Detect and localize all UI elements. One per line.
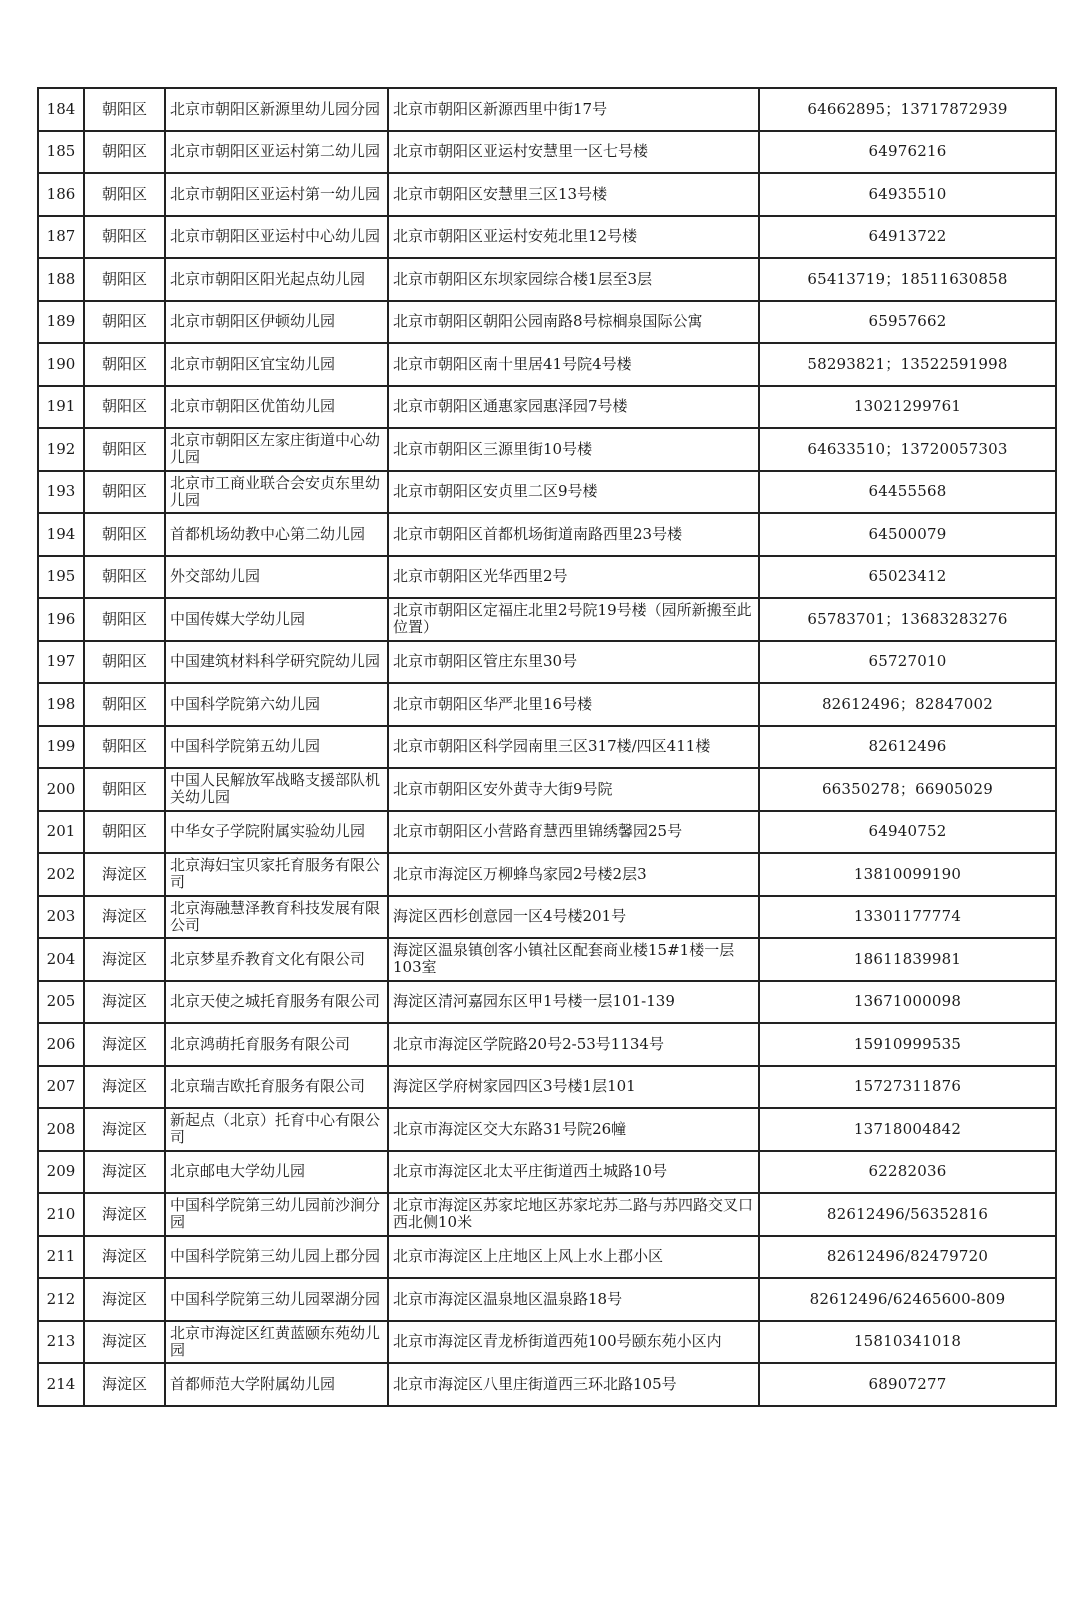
address-cell: 北京市海淀区万柳蜂鸟家园2号楼2层3 [388,853,759,896]
row-number-cell: 214 [38,1363,84,1406]
row-number-cell: 187 [38,216,84,259]
table-row [38,768,1056,811]
address-cell: 北京市朝阳区南十里居41号院4号楼 [388,343,759,386]
district-cell: 海淀区 [84,981,165,1024]
district-cell: 海淀区 [84,1278,165,1321]
institution-name-cell: 北京海融慧泽教育科技发展有限公司 [165,896,388,939]
district-cell: 海淀区 [84,1321,165,1364]
address-cell: 北京市朝阳区华严北里16号楼 [388,683,759,726]
row-number-cell: 212 [38,1278,84,1321]
phone-cell: 66350278；66905029 [759,768,1056,811]
district-cell: 海淀区 [84,1023,165,1066]
phone-cell: 82612496；82847002 [759,683,1056,726]
district-cell: 朝阳区 [84,216,165,259]
institution-name-cell: 北京鸿萌托育服务有限公司 [165,1023,388,1066]
institution-name-cell: 外交部幼儿园 [165,556,388,599]
row-number-cell: 200 [38,768,84,811]
district-cell: 朝阳区 [84,556,165,599]
phone-cell: 65413719；18511630858 [759,258,1056,301]
address-cell: 北京市朝阳区小营路育慧西里锦绣馨园25号 [388,811,759,854]
table-row [38,853,1056,896]
district-cell: 海淀区 [84,1108,165,1151]
table-row [38,641,1056,684]
row-number-cell: 206 [38,1023,84,1066]
table-row [38,598,1056,641]
row-number-cell: 211 [38,1236,84,1279]
district-cell: 朝阳区 [84,88,165,131]
district-cell: 海淀区 [84,1193,165,1236]
institution-name-cell: 中国科学院第三幼儿园翠湖分园 [165,1278,388,1321]
row-number-cell: 184 [38,88,84,131]
district-cell: 朝阳区 [84,428,165,471]
phone-cell: 64976216 [759,131,1056,174]
phone-cell: 82612496/56352816 [759,1193,1056,1236]
table-row [38,88,1056,131]
district-cell: 海淀区 [84,938,165,981]
district-cell: 海淀区 [84,1151,165,1194]
institution-name-cell: 中国科学院第六幼儿园 [165,683,388,726]
institution-name-cell: 中国建筑材料科学研究院幼儿园 [165,641,388,684]
table-row [38,513,1056,556]
phone-cell: 13718004842 [759,1108,1056,1151]
district-cell: 朝阳区 [84,768,165,811]
district-cell: 朝阳区 [84,513,165,556]
address-cell: 北京市海淀区八里庄街道西三环北路105号 [388,1363,759,1406]
row-number-cell: 193 [38,471,84,514]
district-cell: 海淀区 [84,1236,165,1279]
institution-name-cell: 北京市朝阳区亚运村第二幼儿园 [165,131,388,174]
district-cell: 朝阳区 [84,131,165,174]
row-number-cell: 188 [38,258,84,301]
institution-name-cell: 首都师范大学附属幼儿园 [165,1363,388,1406]
table-row [38,896,1056,939]
phone-cell: 82612496 [759,726,1056,769]
institution-name-cell: 北京市朝阳区新源里幼儿园分园 [165,88,388,131]
row-number-cell: 201 [38,811,84,854]
phone-cell: 64940752 [759,811,1056,854]
address-cell: 北京市朝阳区定福庄北里2号院19号楼（园所新搬至此位置） [388,598,759,641]
table-row [38,1236,1056,1279]
phone-cell: 62282036 [759,1151,1056,1194]
district-cell: 海淀区 [84,1363,165,1406]
table-row [38,1363,1056,1406]
row-number-cell: 207 [38,1066,84,1109]
address-cell: 北京市海淀区学院路20号2-53号1134号 [388,1023,759,1066]
institution-name-cell: 北京市朝阳区左家庄街道中心幼儿园 [165,428,388,471]
institution-name-cell: 北京梦星乔教育文化有限公司 [165,938,388,981]
table-row [38,343,1056,386]
phone-cell: 64913722 [759,216,1056,259]
district-cell: 朝阳区 [84,726,165,769]
address-cell: 北京市朝阳区首都机场街道南路西里23号楼 [388,513,759,556]
table-row [38,726,1056,769]
phone-cell: 13671000098 [759,981,1056,1024]
table-row [38,471,1056,514]
address-cell: 北京市海淀区上庄地区上风上水上郡小区 [388,1236,759,1279]
kindergarten-table [37,87,1057,1407]
row-number-cell: 194 [38,513,84,556]
row-number-cell: 202 [38,853,84,896]
table-row [38,1278,1056,1321]
institution-name-cell: 中华女子学院附属实验幼儿园 [165,811,388,854]
phone-cell: 64662895；13717872939 [759,88,1056,131]
phone-cell: 65727010 [759,641,1056,684]
table-row [38,1151,1056,1194]
district-cell: 海淀区 [84,1066,165,1109]
district-cell: 朝阳区 [84,173,165,216]
institution-name-cell: 北京市朝阳区优笛幼儿园 [165,386,388,429]
phone-cell: 82612496/62465600-809 [759,1278,1056,1321]
table-row [38,811,1056,854]
address-cell: 北京市朝阳区安慧里三区13号楼 [388,173,759,216]
row-number-cell: 205 [38,981,84,1024]
address-cell: 北京市朝阳区朝阳公园南路8号棕榈泉国际公寓 [388,301,759,344]
row-number-cell: 213 [38,1321,84,1364]
district-cell: 朝阳区 [84,598,165,641]
institution-name-cell: 北京市朝阳区宜宝幼儿园 [165,343,388,386]
address-cell: 北京市朝阳区安外黄寺大街9号院 [388,768,759,811]
phone-cell: 65023412 [759,556,1056,599]
address-cell: 北京市朝阳区东坝家园综合楼1层至3层 [388,258,759,301]
address-cell: 北京市朝阳区亚运村安慧里一区七号楼 [388,131,759,174]
institution-name-cell: 首都机场幼教中心第二幼儿园 [165,513,388,556]
phone-cell: 64935510 [759,173,1056,216]
address-cell: 北京市朝阳区亚运村安苑北里12号楼 [388,216,759,259]
district-cell: 朝阳区 [84,258,165,301]
phone-cell: 64500079 [759,513,1056,556]
row-number-cell: 208 [38,1108,84,1151]
row-number-cell: 199 [38,726,84,769]
institution-name-cell: 北京海妇宝贝家托育服务有限公司 [165,853,388,896]
table-row [38,173,1056,216]
institution-name-cell: 中国科学院第三幼儿园上郡分园 [165,1236,388,1279]
address-cell: 北京市海淀区北太平庄街道西土城路10号 [388,1151,759,1194]
address-cell: 北京市朝阳区科学园南里三区317楼/四区411楼 [388,726,759,769]
table-row [38,301,1056,344]
address-cell: 海淀区清河嘉园东区甲1号楼一层101-139 [388,981,759,1024]
district-cell: 朝阳区 [84,471,165,514]
address-cell: 北京市朝阳区新源西里中街17号 [388,88,759,131]
district-cell: 朝阳区 [84,386,165,429]
address-cell: 北京市海淀区苏家坨地区苏家坨苏二路与苏四路交叉口西北侧10米 [388,1193,759,1236]
institution-name-cell: 北京邮电大学幼儿园 [165,1151,388,1194]
phone-cell: 64633510；13720057303 [759,428,1056,471]
phone-cell: 65957662 [759,301,1056,344]
phone-cell: 13810099190 [759,853,1056,896]
row-number-cell: 197 [38,641,84,684]
address-cell: 北京市海淀区交大东路31号院26幢 [388,1108,759,1151]
row-number-cell: 190 [38,343,84,386]
institution-name-cell: 中国科学院第三幼儿园前沙涧分园 [165,1193,388,1236]
row-number-cell: 210 [38,1193,84,1236]
table-row [38,1193,1056,1236]
phone-cell: 15727311876 [759,1066,1056,1109]
row-number-cell: 209 [38,1151,84,1194]
institution-name-cell: 新起点（北京）托育中心有限公司 [165,1108,388,1151]
address-cell: 北京市朝阳区管庄东里30号 [388,641,759,684]
address-cell: 北京市朝阳区通惠家园惠泽园7号楼 [388,386,759,429]
institution-name-cell: 北京瑞吉欧托育服务有限公司 [165,1066,388,1109]
phone-cell: 13021299761 [759,386,1056,429]
phone-cell: 15810341018 [759,1321,1056,1364]
table-row [38,556,1056,599]
row-number-cell: 185 [38,131,84,174]
institution-name-cell: 北京市朝阳区亚运村第一幼儿园 [165,173,388,216]
institution-name-cell: 中国科学院第五幼儿园 [165,726,388,769]
table-row [38,428,1056,471]
table-row [38,1023,1056,1066]
phone-cell: 58293821；13522591998 [759,343,1056,386]
institution-name-cell: 北京市朝阳区阳光起点幼儿园 [165,258,388,301]
row-number-cell: 198 [38,683,84,726]
district-cell: 海淀区 [84,853,165,896]
phone-cell: 82612496/82479720 [759,1236,1056,1279]
row-number-cell: 189 [38,301,84,344]
table-row [38,683,1056,726]
district-cell: 朝阳区 [84,301,165,344]
district-cell: 朝阳区 [84,343,165,386]
table-row [38,1321,1056,1364]
phone-cell: 65783701；13683283276 [759,598,1056,641]
row-number-cell: 196 [38,598,84,641]
row-number-cell: 204 [38,938,84,981]
table-row [38,216,1056,259]
institution-name-cell: 北京市海淀区红黄蓝颐东苑幼儿园 [165,1321,388,1364]
address-cell: 北京市朝阳区安贞里二区9号楼 [388,471,759,514]
table-body [38,88,1056,1406]
phone-cell: 15910999535 [759,1023,1056,1066]
address-cell: 北京市海淀区青龙桥街道西苑100号颐东苑小区内 [388,1321,759,1364]
district-cell: 朝阳区 [84,683,165,726]
row-number-cell: 191 [38,386,84,429]
row-number-cell: 203 [38,896,84,939]
institution-name-cell: 北京市朝阳区伊顿幼儿园 [165,301,388,344]
address-cell: 北京市朝阳区光华西里2号 [388,556,759,599]
row-number-cell: 192 [38,428,84,471]
address-cell: 北京市海淀区温泉地区温泉路18号 [388,1278,759,1321]
table-row [38,1108,1056,1151]
table-row [38,981,1056,1024]
institution-name-cell: 中国人民解放军战略支援部队机关幼儿园 [165,768,388,811]
row-number-cell: 195 [38,556,84,599]
table-row [38,386,1056,429]
institution-name-cell: 北京市朝阳区亚运村中心幼儿园 [165,216,388,259]
table-row [38,131,1056,174]
address-cell: 海淀区西杉创意园一区4号楼201号 [388,896,759,939]
phone-cell: 18611839981 [759,938,1056,981]
row-number-cell: 186 [38,173,84,216]
phone-cell: 68907277 [759,1363,1056,1406]
institution-name-cell: 北京市工商业联合会安贞东里幼儿园 [165,471,388,514]
district-cell: 海淀区 [84,896,165,939]
phone-cell: 13301177774 [759,896,1056,939]
institution-name-cell: 中国传媒大学幼儿园 [165,598,388,641]
institution-name-cell: 北京天使之城托育服务有限公司 [165,981,388,1024]
table-row [38,1066,1056,1109]
district-cell: 朝阳区 [84,641,165,684]
district-cell: 朝阳区 [84,811,165,854]
address-cell: 北京市朝阳区三源里街10号楼 [388,428,759,471]
phone-cell: 64455568 [759,471,1056,514]
table-row [38,938,1056,981]
address-cell: 海淀区学府树家园四区3号楼1层101 [388,1066,759,1109]
table-row [38,258,1056,301]
address-cell: 海淀区温泉镇创客小镇社区配套商业楼15#1楼一层103室 [388,938,759,981]
